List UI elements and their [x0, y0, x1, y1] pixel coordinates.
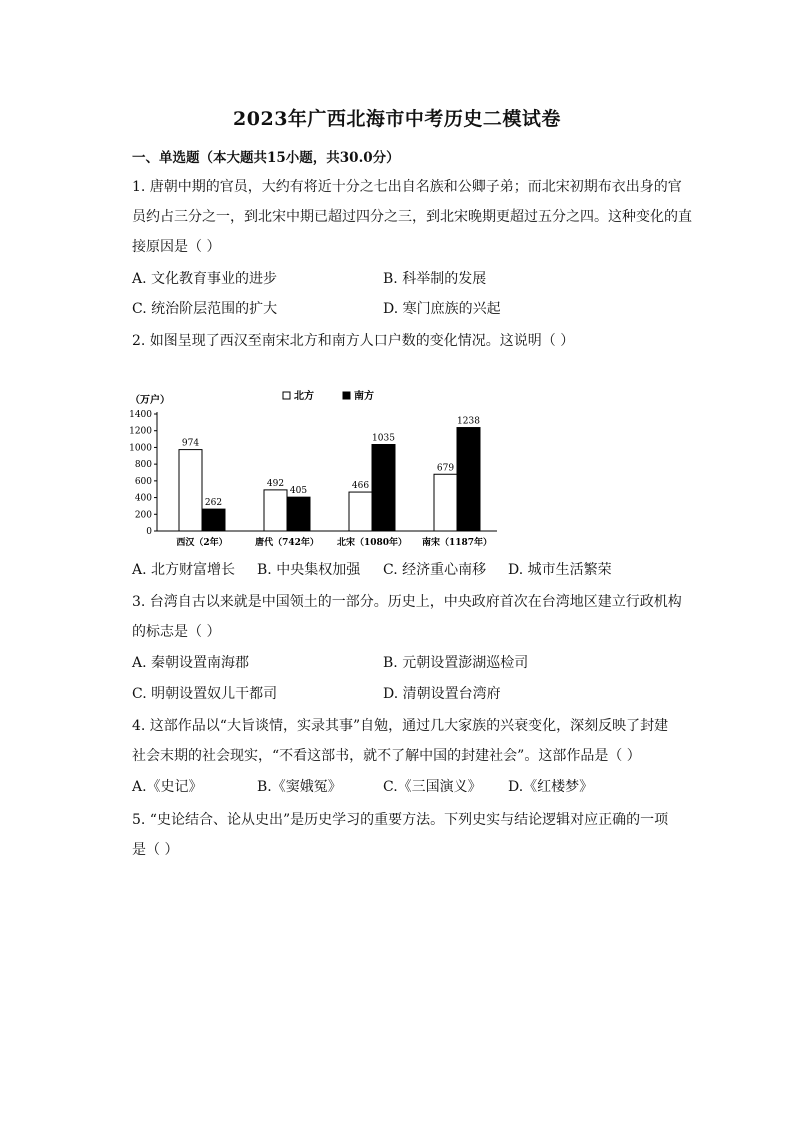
- q4-line-1: 4. 这部作品以“大旨谈情，实录其事”自勉，通过几大家族的兴衰变化，深刻反映了封建: [132, 718, 669, 734]
- q4-option-a[interactable]: A.《史记》: [132, 779, 203, 795]
- q4-line-2: 社会末期的社会现实，“不看这部书，就不了解中国的封建社会”。这部作品是（ ）: [132, 748, 641, 764]
- bar-north-1: [264, 490, 287, 531]
- bar-south-3: [457, 428, 480, 531]
- legend-swatch-south: [343, 392, 350, 399]
- q3-option-a[interactable]: A. 秦朝设置南海郡: [132, 655, 250, 671]
- bar-north-2: [349, 492, 372, 531]
- y-tick-label: 1200: [129, 426, 152, 437]
- q3-line-2: 的标志是（ ）: [132, 624, 221, 640]
- q1-option-d[interactable]: D. 寒门庶族的兴起: [383, 301, 501, 317]
- q3-line-1: 3. 台湾自古以来就是中国领土的一部分。历史上，中央政府首次在台湾地区建立行政机构: [132, 594, 682, 610]
- x-category-label: 西汉（2年）: [176, 538, 228, 548]
- q3-option-c[interactable]: C. 明朝设置奴儿干都司: [132, 686, 278, 702]
- y-tick-label: 1400: [129, 410, 152, 420]
- q1-line-1: 1. 唐朝中期的官员，大约有将近十分之七出自名族和公卿子弟；而北宋初期布衣出身的官: [132, 179, 682, 195]
- y-tick-label: 800: [134, 460, 152, 471]
- data-label-north-2: 466: [351, 481, 370, 492]
- x-category-label: 唐代（742年）: [255, 538, 319, 548]
- q1-line-2: 员约占三分之一，到北宋中期已超过四分之三，到北宋晚期更超过五分之四。这种变化的直: [132, 209, 692, 225]
- data-label-south-2: 1035: [372, 433, 395, 444]
- y-tick-label: 200: [134, 510, 152, 521]
- legend-swatch-north: [283, 392, 290, 399]
- y-tick-label: 1000: [129, 443, 152, 454]
- q1-option-c[interactable]: C. 统治阶层范围的扩大: [132, 301, 278, 317]
- population-chart: [128, 383, 508, 553]
- q5-line-1: 5. “史论结合、论从史出”是历史学习的重要方法。下列史实与结论逻辑对应正确的一项: [132, 812, 669, 828]
- data-label-north-1: 492: [266, 478, 285, 489]
- q2-option-a[interactable]: A. 北方财富增长: [132, 562, 236, 578]
- q2-option-c[interactable]: C. 经济重心南移: [383, 562, 487, 578]
- data-label-south-1: 405: [289, 486, 308, 497]
- q2-option-b[interactable]: B. 中央集权加强: [257, 562, 361, 578]
- data-label-north-3: 679: [436, 463, 455, 474]
- bar-north-0: [179, 450, 202, 531]
- q2-line-1: 2. 如图呈现了西汉至南宋北方和南方人口户数的变化情况。这说明（ ）: [132, 333, 575, 349]
- data-label-north-0: 974: [181, 438, 200, 449]
- q3-option-d[interactable]: D. 清朝设置台湾府: [383, 686, 501, 702]
- y-tick-label: 400: [134, 493, 152, 504]
- population-bar-chart: [128, 383, 508, 553]
- y-tick-label: 0: [146, 527, 152, 537]
- y-tick-label: 600: [134, 476, 152, 487]
- y-axis-label: （万户）: [130, 395, 170, 406]
- q1-option-a[interactable]: A. 文化教育事业的进步: [132, 271, 278, 287]
- q5-line-2: 是（ ）: [132, 842, 179, 858]
- legend-label-north: 北方: [294, 391, 314, 402]
- q1-option-b[interactable]: B. 科举制的发展: [383, 271, 487, 287]
- q4-option-b[interactable]: B.《窦娥冤》: [257, 779, 342, 795]
- q1-line-3: 接原因是（ ）: [132, 239, 221, 255]
- q4-option-d[interactable]: D.《红楼梦》: [508, 779, 594, 795]
- bar-south-2: [372, 445, 395, 531]
- bar-south-0: [202, 509, 225, 531]
- bar-south-1: [287, 497, 310, 531]
- x-category-label: 北宋（1080年）: [336, 538, 408, 548]
- q3-option-b[interactable]: B. 元朝设置澎湖巡检司: [383, 655, 529, 671]
- section-heading: 一、单选题（本大题共15小题，共30.0分）: [132, 150, 400, 166]
- legend-label-south: 南方: [354, 391, 374, 402]
- bar-north-3: [434, 474, 457, 531]
- data-label-south-3: 1238: [457, 416, 480, 427]
- q2-option-d[interactable]: D. 城市生活繁荣: [508, 562, 612, 578]
- q4-option-c[interactable]: C.《三国演义》: [383, 779, 482, 795]
- data-label-south-0: 262: [204, 498, 223, 509]
- x-category-label: 南宋（1187年）: [421, 538, 493, 548]
- page-title: 2023年广西北海市中考历史二模试卷: [233, 108, 561, 130]
